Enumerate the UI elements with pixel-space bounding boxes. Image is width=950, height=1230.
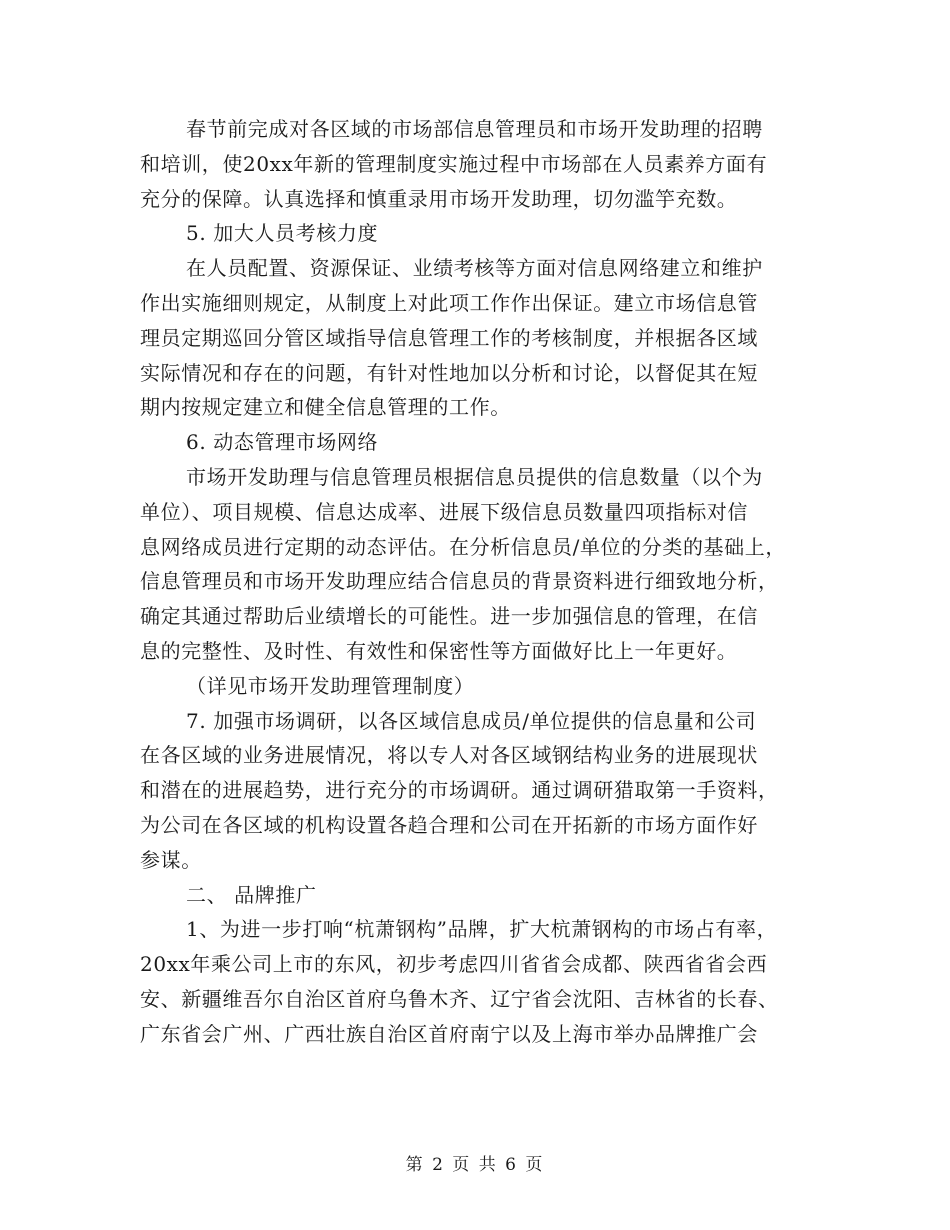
section-heading-5: 5. 加大人员考核力度 — [186, 221, 379, 246]
paragraph-line: 信息管理员和市场开发助理应结合信息员的背景资料进行细致地分析， — [140, 569, 779, 594]
paragraph-line: 作出实施细则规定，从制度上对此项工作作出保证。建立市场信息管 — [140, 290, 758, 315]
paragraph-line: 春节前完成对各区域的市场部信息管理员和市场开发助理的招聘 — [186, 117, 763, 141]
paragraph-line: 期内按规定建立和健全信息管理的工作。 — [140, 395, 511, 420]
paragraph-line: 息网络成员进行定期的动态评估。在分析信息员/单位的分类的基础上， — [140, 534, 786, 559]
document-body — [140, 112, 810, 1052]
paragraph-line: 为公司在各区域的机构设置各趋合理和公司在开拓新的市场方面作好 — [140, 812, 758, 837]
paragraph-line: 和培训，使20xx年新的管理制度实施过程中市场部在人员素养方面有 — [140, 151, 768, 176]
paragraph-line: 在人员配置、资源保证、业绩考核等方面对信息网络建立和维护 — [186, 256, 763, 281]
paragraph-line: 广东省会广州、广西壮族自治区首府南宁以及上海市举办品牌推广会 — [140, 1021, 758, 1046]
paragraph-line: 1、为进一步打响“杭萧钢构”品牌，扩大杭萧钢构的市场占有率， — [186, 917, 778, 942]
paragraph-line: 实际情况和存在的问题，有针对性地加以分析和讨论，以督促其在短 — [140, 360, 758, 385]
page-number-footer: 第 2 页 共 6 页 — [405, 1155, 545, 1175]
paragraph-line: 20xx年乘公司上市的东风，初步考虑四川省省会成都、陕西省省会西 — [140, 952, 768, 977]
paragraph-line: 充分的保障。认真选择和慎重录用市场开发助理，切勿滥竽充数。 — [140, 186, 738, 211]
paragraph-line: 理员定期巡回分管区域指导信息管理工作的考核制度，并根据各区域 — [140, 325, 758, 350]
paragraph-line: 市场开发助理与信息管理员根据信息员提供的信息数量（以个为 — [186, 464, 763, 489]
paragraph-line: 在各区域的业务进展情况，将以专人对各区域钢结构业务的进展现状 — [140, 743, 758, 768]
paragraph-line: 参谋。 — [140, 847, 202, 872]
reference-note: （详见市场开发助理管理制度） — [186, 673, 475, 698]
paragraph-line: 安、新疆维吾尔自治区首府乌鲁木齐、辽宁省会沈阳、吉林省的长春、 — [140, 986, 779, 1011]
paragraph-line: 息的完整性、及时性、有效性和保密性等方面做好比上一年更好。 — [140, 638, 738, 663]
section-heading-6: 6. 动态管理市场网络 — [186, 430, 379, 455]
paragraph-line: 单位）、项目规模、信息达成率、进展下级信息员数量四项指标对信 — [140, 499, 748, 524]
section-heading-7: 7. 加强市场调研，以各区域信息成员/单位提供的信息量和公司 — [186, 708, 757, 733]
paragraph-line: 和潜在的进展趋势，进行充分的市场调研。通过调研猎取第一手资料， — [140, 778, 779, 803]
chapter-heading-brand-promotion: 二、 品牌推广 — [186, 882, 317, 907]
paragraph-line: 确定其通过帮助后业绩增长的可能性。进一步加强信息的管理，在信 — [140, 604, 758, 629]
